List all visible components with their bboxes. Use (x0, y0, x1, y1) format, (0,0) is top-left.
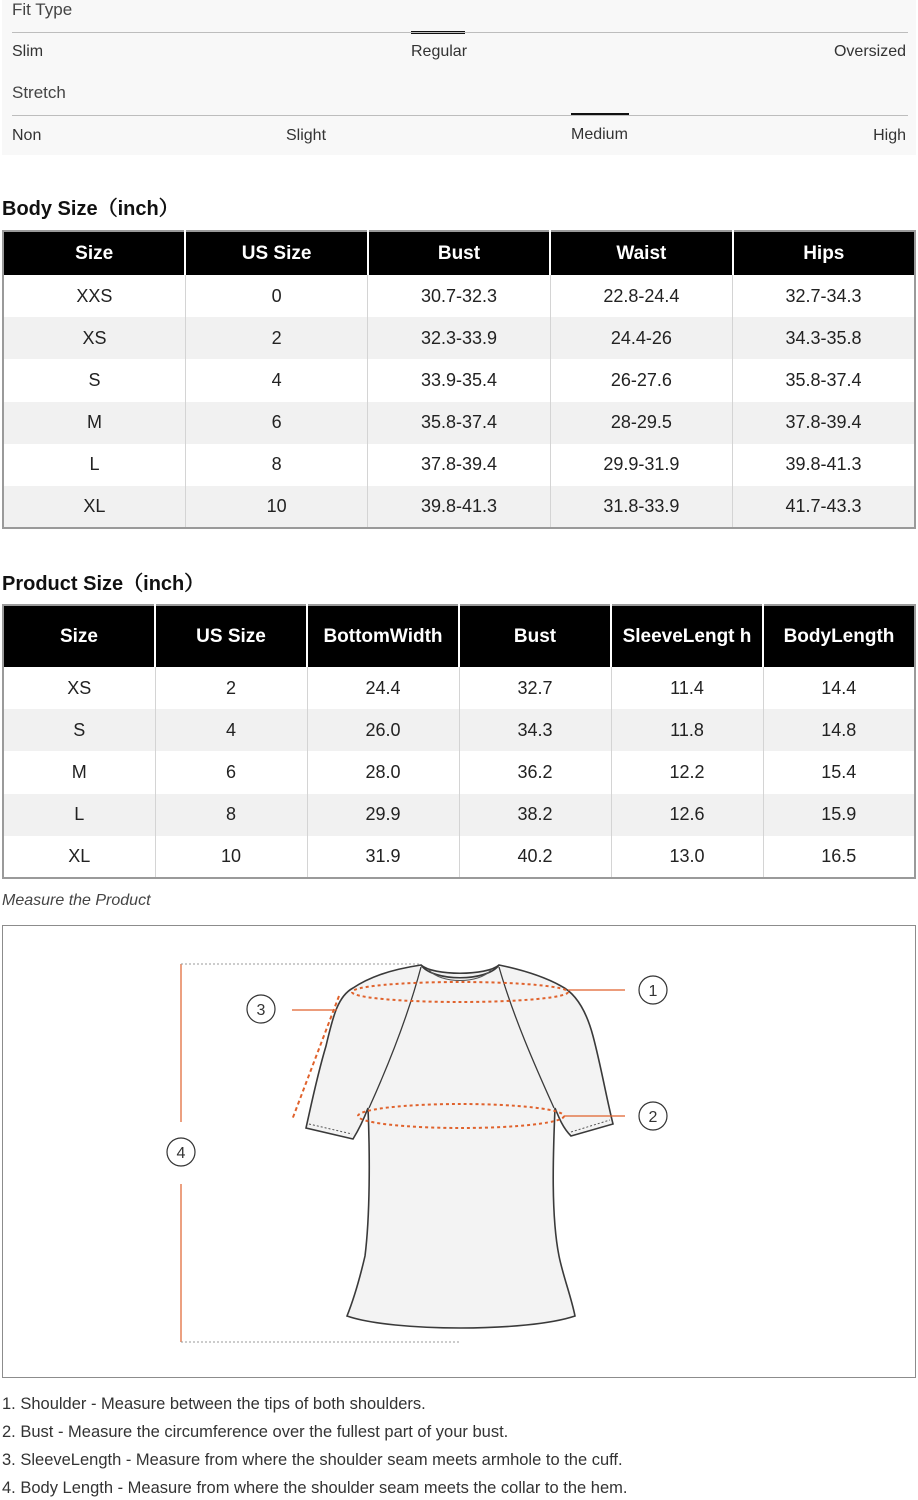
body-size-cell: 24.4-26 (550, 317, 732, 359)
product-size-header-row (3, 605, 915, 667)
body-size-cell: 34.3-35.8 (733, 317, 915, 359)
fit-type-title: Fit Type (12, 0, 73, 19)
body-size-cell: 2 (185, 317, 367, 359)
fit-label-slim: Slim (12, 43, 44, 60)
product-size-cell: 10 (155, 836, 307, 878)
table-row (3, 667, 915, 709)
product-size-cell: 12.6 (611, 794, 763, 836)
body-size-cell: M (3, 402, 185, 444)
product-size-cell: 12.2 (611, 751, 763, 793)
body-size-cell: 26-27.6 (550, 359, 732, 401)
body-size-cell: L (3, 444, 185, 486)
body-size-header-cell: US Size (185, 231, 367, 275)
note-sleeve-length: 3. SleeveLength - Measure from where the shoulder seam meets armhole to the cuff. (2, 1451, 623, 1469)
product-size-cell: 31.9 (307, 836, 459, 878)
note-body-length: 4. Body Length - Measure from where the shoulder seam meets the collar to the hem. (2, 1479, 628, 1497)
table-row (3, 836, 915, 878)
body-size-cell: 4 (185, 359, 367, 401)
product-size-cell: 11.4 (611, 667, 763, 709)
stretch-label-slight: Slight (286, 127, 327, 144)
product-size-cell: 26.0 (307, 709, 459, 751)
product-size-header-cell: BottomWidth (307, 605, 459, 667)
table-row (3, 751, 915, 793)
product-size-cell: 2 (155, 667, 307, 709)
product-size-table-body (3, 667, 915, 878)
note-shoulder: 1. Shoulder - Measure between the tips of both shoulders. (2, 1395, 426, 1413)
fit-label-regular: Regular (411, 43, 468, 60)
body-size-cell: 22.8-24.4 (550, 275, 732, 317)
table-row (3, 402, 915, 444)
body-size-cell: S (3, 359, 185, 401)
body-size-cell: 33.9-35.4 (368, 359, 550, 401)
product-size-header-cell: Size (3, 605, 155, 667)
product-size-cell: 29.9 (307, 794, 459, 836)
stretch-label-high: High (873, 127, 906, 144)
body-size-cell: 28-29.5 (550, 402, 732, 444)
product-size-cell: 24.4 (307, 667, 459, 709)
fit-label-oversized: Oversized (833, 43, 906, 60)
product-size-cell: 13.0 (611, 836, 763, 878)
table-row (3, 359, 915, 401)
measurement-diagram (2, 925, 916, 1378)
measure-caption: Measure the Product (2, 892, 151, 909)
table-row (3, 317, 915, 359)
product-size-cell: 40.2 (459, 836, 611, 878)
product-size-table (2, 604, 916, 879)
stretch-scale-line (12, 115, 908, 116)
body-size-cell: 35.8-37.4 (368, 402, 550, 444)
marker-1 (639, 976, 667, 1004)
product-size-cell: 16.5 (821, 845, 857, 866)
product-size-header-cell: BodyLength (763, 605, 915, 667)
stretch-label-non: Non (12, 127, 42, 144)
svg-text:2: 2 (648, 1109, 658, 1126)
svg-text:1: 1 (648, 983, 658, 1000)
body-size-header-cell: Size (3, 231, 185, 275)
body-size-cell: 32.7-34.3 (785, 285, 862, 306)
body-size-cell: XXS (3, 275, 185, 317)
product-size-cell: 32.7 (459, 667, 611, 709)
svg-text:4: 4 (176, 1145, 186, 1162)
body-size-cell: 37.8-39.4 (733, 402, 915, 444)
body-size-cell: 39.8-41.3 (368, 486, 550, 528)
stretch-label-medium: Medium (571, 126, 628, 143)
body-size-cell: 8 (185, 444, 367, 486)
body-size-cell: 0 (185, 275, 367, 317)
product-size-cell: 36.2 (459, 751, 611, 793)
product-size-cell: S (3, 709, 155, 751)
body-size-header-cell: Waist (550, 231, 732, 275)
product-size-cell: 15.9 (763, 794, 915, 836)
product-size-cell: 14.4 (821, 677, 857, 698)
fit-panel (2, 0, 916, 155)
product-size-header-cell: SleeveLengt h (611, 605, 763, 667)
table-row (3, 709, 915, 751)
table-row (3, 275, 915, 317)
body-size-cell: XS (3, 317, 185, 359)
measurement-notes (2, 1393, 628, 1500)
body-size-cell: 31.8-33.9 (550, 486, 732, 528)
body-size-cell: 41.7-43.3 (733, 486, 915, 528)
product-size-cell: 8 (155, 794, 307, 836)
shirt-diagram (3, 926, 915, 1377)
body-size-header-row (3, 231, 915, 275)
body-size-cell: 30.7-32.3 (368, 275, 550, 317)
product-size-cell: XL (3, 836, 155, 878)
product-size-header-cell: US Size (155, 605, 307, 667)
product-size-cell: 15.4 (821, 761, 857, 782)
product-size-cell: 4 (155, 709, 307, 751)
body-size-table-body (3, 275, 915, 528)
marker-2 (639, 1102, 667, 1130)
body-size-title: Body Size（inch） (2, 198, 179, 220)
table-row (3, 794, 915, 836)
body-size-cell: 29.9-31.9 (550, 444, 732, 486)
marker-4 (167, 1138, 195, 1166)
body-size-cell: XL (3, 486, 185, 528)
body-size-header-cell: Hips (733, 231, 915, 275)
product-size-header-cell: Bust (459, 605, 611, 667)
note-bust: 2. Bust - Measure the circumference over the fullest part of your bust. (2, 1423, 509, 1441)
product-size-cell: 11.8 (611, 709, 763, 751)
body-size-cell: 6 (185, 402, 367, 444)
body-size-cell: 35.8-37.4 (785, 369, 862, 390)
product-size-cell: M (3, 751, 155, 793)
table-row (3, 444, 915, 486)
body-size-table (2, 230, 916, 529)
stretch-title: Stretch (12, 83, 66, 102)
product-size-cell: 34.3 (459, 709, 611, 751)
product-size-cell: 6 (155, 751, 307, 793)
product-size-cell: XS (3, 667, 155, 709)
marker-3 (247, 995, 275, 1023)
body-size-cell: 32.3-33.9 (368, 317, 550, 359)
svg-text:3: 3 (256, 1002, 266, 1019)
body-size-cell: 10 (185, 486, 367, 528)
table-row (3, 486, 915, 528)
product-size-cell: 28.0 (307, 751, 459, 793)
product-size-cell: 14.8 (763, 709, 915, 751)
body-size-header-cell: Bust (368, 231, 550, 275)
fit-type-scale-line (12, 32, 908, 33)
shirt-outline (306, 965, 613, 1328)
body-size-cell: 39.8-41.3 (785, 454, 862, 475)
product-size-title: Product Size（inch） (2, 573, 205, 595)
product-size-cell: L (3, 794, 155, 836)
product-size-cell: 38.2 (459, 794, 611, 836)
body-size-cell: 37.8-39.4 (368, 444, 550, 486)
